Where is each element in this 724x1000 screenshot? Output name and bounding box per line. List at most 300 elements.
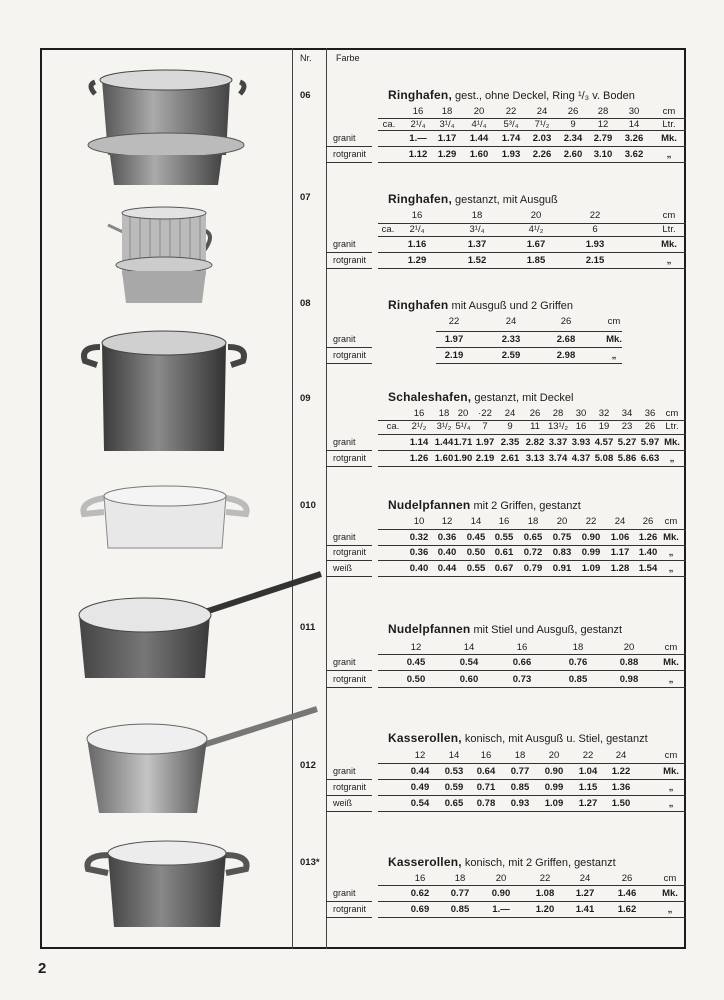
farbe-label: granit <box>333 657 356 667</box>
table-cell: 0.72 <box>523 547 543 558</box>
table-cell: 16 <box>413 408 425 419</box>
product-number: 09 <box>300 393 311 404</box>
table-cell: 1.17 <box>610 547 630 558</box>
table-cell: Mk. <box>661 133 677 144</box>
farbe-label: rotgranit <box>333 350 367 360</box>
table-cell: 0.65 <box>523 532 543 543</box>
table-cell: 36 <box>644 408 656 419</box>
table-cell: „ <box>611 350 617 361</box>
product-title <box>388 390 573 404</box>
table-cell: „ <box>668 798 674 809</box>
table-cell: Mk. <box>664 437 680 448</box>
table-cell: 32 <box>598 408 610 419</box>
table-cell: 1.46 <box>617 888 637 899</box>
table-cell: 0.55 <box>494 532 514 543</box>
farbe-label: granit <box>333 766 356 776</box>
table-cell: 2¹/₄ <box>409 224 425 235</box>
table-cell: 1.50 <box>611 798 631 809</box>
product-title <box>388 88 635 102</box>
table-cell: cm <box>664 516 678 527</box>
table-cell: 19 <box>598 421 610 432</box>
table-rule <box>378 763 686 764</box>
table-cell: 0.98 <box>619 674 639 685</box>
table-cell: 0.54 <box>459 657 479 668</box>
farbe-rule <box>326 687 372 688</box>
table-cell: 4¹/₂ <box>528 224 544 235</box>
table-cell: 1.93 <box>585 239 605 250</box>
table-rule <box>378 545 686 546</box>
table-cell: „ <box>666 255 672 266</box>
table-cell: Mk. <box>662 888 678 899</box>
table-cell: 12 <box>410 642 422 653</box>
price-row <box>0 798 724 812</box>
table-cell: 26 <box>642 516 654 527</box>
table-rule <box>378 811 686 812</box>
table-cell: 1.60 <box>434 453 454 464</box>
table-cell: 3.62 <box>624 149 644 160</box>
table-cell: 0.99 <box>581 547 601 558</box>
table-cell: „ <box>668 563 674 574</box>
table-cell: 5.86 <box>617 453 637 464</box>
table-rule <box>378 576 686 577</box>
table-cell: 34 <box>621 408 633 419</box>
table-cell: 1.— <box>492 904 510 915</box>
table-rule <box>378 434 686 435</box>
table-cell: 18 <box>441 106 453 117</box>
table-cell: 14 <box>628 119 640 130</box>
table-cell: 22 <box>448 316 460 327</box>
table-cell: 0.36 <box>437 532 457 543</box>
size-row <box>0 316 724 330</box>
table-cell: 2.34 <box>563 133 583 144</box>
table-rule <box>378 779 686 780</box>
table-cell: 2.19 <box>444 350 464 361</box>
table-cell: 24 <box>579 873 591 884</box>
table-cell: 2.33 <box>501 334 521 345</box>
table-cell: 20 <box>623 642 635 653</box>
table-cell: 0.73 <box>512 674 532 685</box>
table-cell: 2.98 <box>556 350 576 361</box>
product-number: 06 <box>300 90 311 101</box>
table-cell: 1.74 <box>501 133 521 144</box>
table-cell: 24 <box>614 516 626 527</box>
table-cell: 18 <box>471 210 483 221</box>
product-name: Ringhafen, <box>388 88 452 102</box>
table-cell: 0.60 <box>459 674 479 685</box>
table-cell: 1.26 <box>638 532 658 543</box>
table-rule <box>436 331 622 332</box>
table-cell: 0.55 <box>466 563 486 574</box>
table-cell: 4¹/₄ <box>471 119 487 130</box>
table-cell: 0.50 <box>406 674 426 685</box>
product-title <box>388 498 581 512</box>
table-cell: 12 <box>597 119 609 130</box>
table-cell: Mk. <box>663 766 679 777</box>
table-rule <box>436 363 622 364</box>
table-cell: 1.14 <box>409 437 429 448</box>
table-cell: 1.40 <box>638 547 658 558</box>
table-cell: 28 <box>552 408 564 419</box>
table-cell: 5.97 <box>640 437 660 448</box>
table-cell: 1.26 <box>409 453 429 464</box>
table-cell: 24 <box>504 408 516 419</box>
table-cell: Mk. <box>606 334 622 345</box>
table-cell: 0.85 <box>568 674 588 685</box>
table-cell: 0.79 <box>523 563 543 574</box>
table-cell: 5.27 <box>617 437 637 448</box>
price-row <box>0 239 724 253</box>
table-cell: cm <box>607 316 621 327</box>
farbe-rule <box>326 560 372 561</box>
table-cell: 0.88 <box>619 657 639 668</box>
table-cell: 0.75 <box>552 532 572 543</box>
price-row <box>0 133 724 147</box>
table-cell: 20 <box>473 106 485 117</box>
table-cell: 0.64 <box>476 766 496 777</box>
table-cell: 1.44 <box>469 133 489 144</box>
table-cell: 5.08 <box>594 453 614 464</box>
table-cell: 7 <box>482 421 488 432</box>
table-rule <box>378 146 686 147</box>
table-cell: 30 <box>575 408 587 419</box>
column-divider-farbe <box>326 48 327 949</box>
table-cell: 1.44 <box>434 437 454 448</box>
table-cell: „ <box>666 149 672 160</box>
price-row <box>0 888 724 902</box>
table-cell: 30 <box>628 106 640 117</box>
table-cell: 24 <box>505 316 517 327</box>
table-cell: 0.65 <box>444 798 464 809</box>
table-cell: 1.28 <box>610 563 630 574</box>
table-cell: 0.71 <box>476 782 496 793</box>
table-cell: 22 <box>505 106 517 117</box>
table-cell: 3.93 <box>571 437 591 448</box>
table-cell: 0.36 <box>409 547 429 558</box>
table-cell: 18 <box>527 516 539 527</box>
farbe-rule <box>326 901 372 902</box>
table-cell: 0.76 <box>568 657 588 668</box>
table-cell: 1.22 <box>611 766 631 777</box>
table-cell: 3¹/₄ <box>469 224 485 235</box>
table-cell: 0.59 <box>444 782 464 793</box>
table-cell: 0.44 <box>437 563 457 574</box>
table-cell: 20 <box>548 750 560 761</box>
table-cell: 2¹/₂ <box>411 421 427 432</box>
farbe-label: rotgranit <box>333 255 367 265</box>
table-cell: 3.74 <box>548 453 568 464</box>
farbe-rule <box>326 146 372 147</box>
price-row <box>0 437 724 451</box>
table-cell: 0.77 <box>510 766 530 777</box>
table-cell: 1.67 <box>526 239 546 250</box>
farbe-label: granit <box>333 888 356 898</box>
product-number: 07 <box>300 192 311 203</box>
product-name: Ringhafen <box>388 298 449 312</box>
table-cell: „ <box>669 453 675 464</box>
table-rule <box>378 223 686 224</box>
table-cell: 2.35 <box>500 437 520 448</box>
table-cell: 3¹/₂ <box>436 421 452 432</box>
table-cell: 1.17 <box>437 133 457 144</box>
size-row <box>0 516 724 530</box>
table-cell: 2.15 <box>585 255 605 266</box>
table-rule <box>378 420 686 421</box>
product-name: Nudelpfannen <box>388 622 471 636</box>
table-cell: 0.85 <box>510 782 530 793</box>
table-cell: Ltr. <box>662 119 676 130</box>
table-cell: 0.69 <box>410 904 430 915</box>
table-cell: 0.78 <box>476 798 496 809</box>
table-cell: 0.93 <box>510 798 530 809</box>
table-rule <box>378 560 686 561</box>
table-cell: 16 <box>575 421 587 432</box>
table-cell: 1.12 <box>408 149 428 160</box>
table-cell: 20 <box>457 408 469 419</box>
table-cell: 6 <box>592 224 598 235</box>
table-cell: 3.13 <box>525 453 545 464</box>
table-cell: cm <box>664 642 678 653</box>
table-cell: 3.10 <box>593 149 613 160</box>
page-number: 2 <box>38 960 47 977</box>
table-rule <box>378 466 686 467</box>
farbe-rule <box>326 363 372 364</box>
table-cell: 0.40 <box>437 547 457 558</box>
table-rule <box>378 917 686 918</box>
table-cell: 1.06 <box>610 532 630 543</box>
table-cell: 0.85 <box>450 904 470 915</box>
table-cell: 1.04 <box>578 766 598 777</box>
table-cell: 3.26 <box>624 133 644 144</box>
table-cell: 22 <box>585 516 597 527</box>
product-title <box>388 192 558 206</box>
product-name: Kasserollen, <box>388 855 462 869</box>
product-name: Nudelpfannen <box>388 498 471 512</box>
table-cell: ca. <box>382 119 396 130</box>
product-description: gest., ohne Deckel, Ring ¹/₃ v. Boden <box>452 90 635 102</box>
table-rule <box>378 118 686 119</box>
table-cell: 1.97 <box>475 437 495 448</box>
table-cell: 16 <box>414 873 426 884</box>
table-rule <box>378 654 686 655</box>
product-number: 010 <box>300 500 316 511</box>
table-cell: 1.29 <box>407 255 427 266</box>
table-cell: 5¹/₄ <box>455 421 471 432</box>
product-title <box>388 855 616 869</box>
table-cell: 0.53 <box>444 766 464 777</box>
table-cell: 1.29 <box>437 149 457 160</box>
table-cell: 14 <box>463 642 475 653</box>
farbe-rule <box>326 811 372 812</box>
table-cell: 3¹/₄ <box>439 119 455 130</box>
table-cell: 4.37 <box>571 453 591 464</box>
table-cell: 0.67 <box>494 563 514 574</box>
farbe-label: granit <box>333 532 356 542</box>
table-cell: 0.90 <box>491 888 511 899</box>
table-cell: 1.85 <box>526 255 546 266</box>
table-cell: 0.54 <box>410 798 430 809</box>
table-cell: 0.62 <box>410 888 430 899</box>
table-rule <box>378 130 686 131</box>
size-row <box>0 750 724 764</box>
table-cell: Mk. <box>661 239 677 250</box>
farbe-label: rotgranit <box>333 674 367 684</box>
table-rule <box>378 901 686 902</box>
table-cell: 16 <box>411 210 423 221</box>
farbe-rule <box>326 917 372 918</box>
farbe-rule <box>326 162 372 163</box>
price-row <box>0 766 724 780</box>
farbe-label: rotgranit <box>333 904 367 914</box>
table-cell: 3.37 <box>548 437 568 448</box>
table-cell: 1.90 <box>453 453 473 464</box>
table-cell: „ <box>667 904 673 915</box>
table-cell: 0.91 <box>552 563 572 574</box>
table-cell: 2.60 <box>563 149 583 160</box>
product-name: Kasserollen, <box>388 731 462 745</box>
table-rule <box>378 670 686 671</box>
table-cell: 0.40 <box>409 563 429 574</box>
table-cell: 2.59 <box>501 350 521 361</box>
farbe-rule <box>326 779 372 780</box>
table-cell: 18 <box>454 873 466 884</box>
farbe-rule <box>326 252 372 253</box>
table-cell: cm <box>664 750 678 761</box>
farbe-rule <box>326 576 372 577</box>
table-cell: 14 <box>448 750 460 761</box>
table-cell: 24 <box>615 750 627 761</box>
table-cell: 2.03 <box>532 133 552 144</box>
table-rule <box>378 529 686 530</box>
table-cell: 0.45 <box>466 532 486 543</box>
product-description: gestanzt, mit Ausguß <box>452 194 558 206</box>
table-cell: 1.09 <box>544 798 564 809</box>
farbe-label: rotgranit <box>333 453 367 463</box>
table-cell: 1.54 <box>638 563 658 574</box>
table-cell: 1.27 <box>575 888 595 899</box>
table-cell: 1.62 <box>617 904 637 915</box>
table-cell: 1.09 <box>581 563 601 574</box>
table-cell: 20 <box>530 210 542 221</box>
table-cell: 26 <box>644 421 656 432</box>
table-cell: 1.60 <box>469 149 489 160</box>
table-cell: 12 <box>414 750 426 761</box>
farbe-label: weiß <box>333 563 353 573</box>
table-cell: 26 <box>529 408 541 419</box>
table-cell: 1.41 <box>575 904 595 915</box>
table-cell: Ltr. <box>665 421 679 432</box>
table-cell: 23 <box>621 421 633 432</box>
table-cell: Ltr. <box>662 224 676 235</box>
table-cell: 5³/₄ <box>503 119 519 130</box>
table-cell: 2¹/₄ <box>410 119 426 130</box>
price-row <box>0 563 724 577</box>
price-row <box>0 334 724 348</box>
table-cell: 1.— <box>409 133 427 144</box>
table-cell: 0.49 <box>410 782 430 793</box>
table-cell: 0.61 <box>494 547 514 558</box>
farbe-rule <box>326 795 372 796</box>
farbe-rule <box>326 347 372 348</box>
product-title <box>388 622 622 636</box>
size-row <box>0 210 724 224</box>
table-cell: 18 <box>438 408 450 419</box>
table-cell: 10 <box>413 516 425 527</box>
table-cell: 11 <box>530 421 540 432</box>
table-cell: 2.82 <box>525 437 545 448</box>
table-cell: 0.66 <box>512 657 532 668</box>
table-cell: 24 <box>536 106 548 117</box>
table-cell: 0.77 <box>450 888 470 899</box>
product-description: mit 2 Griffen, gestanzt <box>470 500 581 512</box>
table-cell: 1.37 <box>467 239 487 250</box>
capacity-row <box>0 421 724 435</box>
farbe-rule <box>326 670 372 671</box>
table-cell: 26 <box>560 316 572 327</box>
farbe-label: granit <box>333 437 356 447</box>
product-number: 011 <box>300 622 316 633</box>
product-description: mit Ausguß und 2 Griffen <box>448 300 573 312</box>
table-cell: cm <box>665 408 679 419</box>
table-cell: 1.08 <box>535 888 555 899</box>
table-cell: 16 <box>480 750 492 761</box>
product-description: konisch, mit 2 Griffen, gestanzt <box>461 857 616 869</box>
farbe-rule <box>326 466 372 467</box>
table-cell: 1.27 <box>578 798 598 809</box>
product-title <box>388 731 648 745</box>
table-cell: 2.68 <box>556 334 576 345</box>
table-cell: 7¹/₂ <box>534 119 550 130</box>
table-cell: „ <box>668 547 674 558</box>
farbe-label: rotgranit <box>333 547 367 557</box>
farbe-label: granit <box>333 239 356 249</box>
table-cell: cm <box>662 210 676 221</box>
table-cell: 1.15 <box>578 782 598 793</box>
table-cell: 22 <box>582 750 594 761</box>
table-cell: 1.71 <box>453 437 473 448</box>
table-cell: 1.97 <box>444 334 464 345</box>
table-cell: 0.44 <box>410 766 430 777</box>
table-cell: cm <box>662 106 676 117</box>
product-description: konisch, mit Ausguß u. Stiel, gestanzt <box>461 733 648 745</box>
table-rule <box>378 268 686 269</box>
table-cell: 6.63 <box>640 453 660 464</box>
table-cell: 1.20 <box>535 904 555 915</box>
table-cell: 1.36 <box>611 782 631 793</box>
product-number: 013* <box>300 857 320 868</box>
table-cell: cm <box>663 873 677 884</box>
table-cell: 1.93 <box>501 149 521 160</box>
header-farbe: Farbe <box>336 53 360 63</box>
table-cell: ca. <box>386 421 400 432</box>
table-cell: 14 <box>470 516 482 527</box>
table-cell: 0.90 <box>544 766 564 777</box>
table-cell: 2.61 <box>500 453 520 464</box>
table-cell: ·22 <box>478 408 492 419</box>
header-nr: Nr. <box>300 53 312 63</box>
table-cell: Mk. <box>663 532 679 543</box>
table-cell: 13¹/₂ <box>547 421 569 432</box>
table-cell: 4.57 <box>594 437 614 448</box>
table-cell: 22 <box>589 210 601 221</box>
farbe-label: rotgranit <box>333 149 367 159</box>
table-cell: 0.90 <box>581 532 601 543</box>
product-title <box>388 298 573 312</box>
table-cell: 0.83 <box>552 547 572 558</box>
table-cell: 16 <box>516 642 528 653</box>
table-rule <box>378 795 686 796</box>
table-cell: 2.19 <box>475 453 495 464</box>
farbe-rule <box>326 545 372 546</box>
